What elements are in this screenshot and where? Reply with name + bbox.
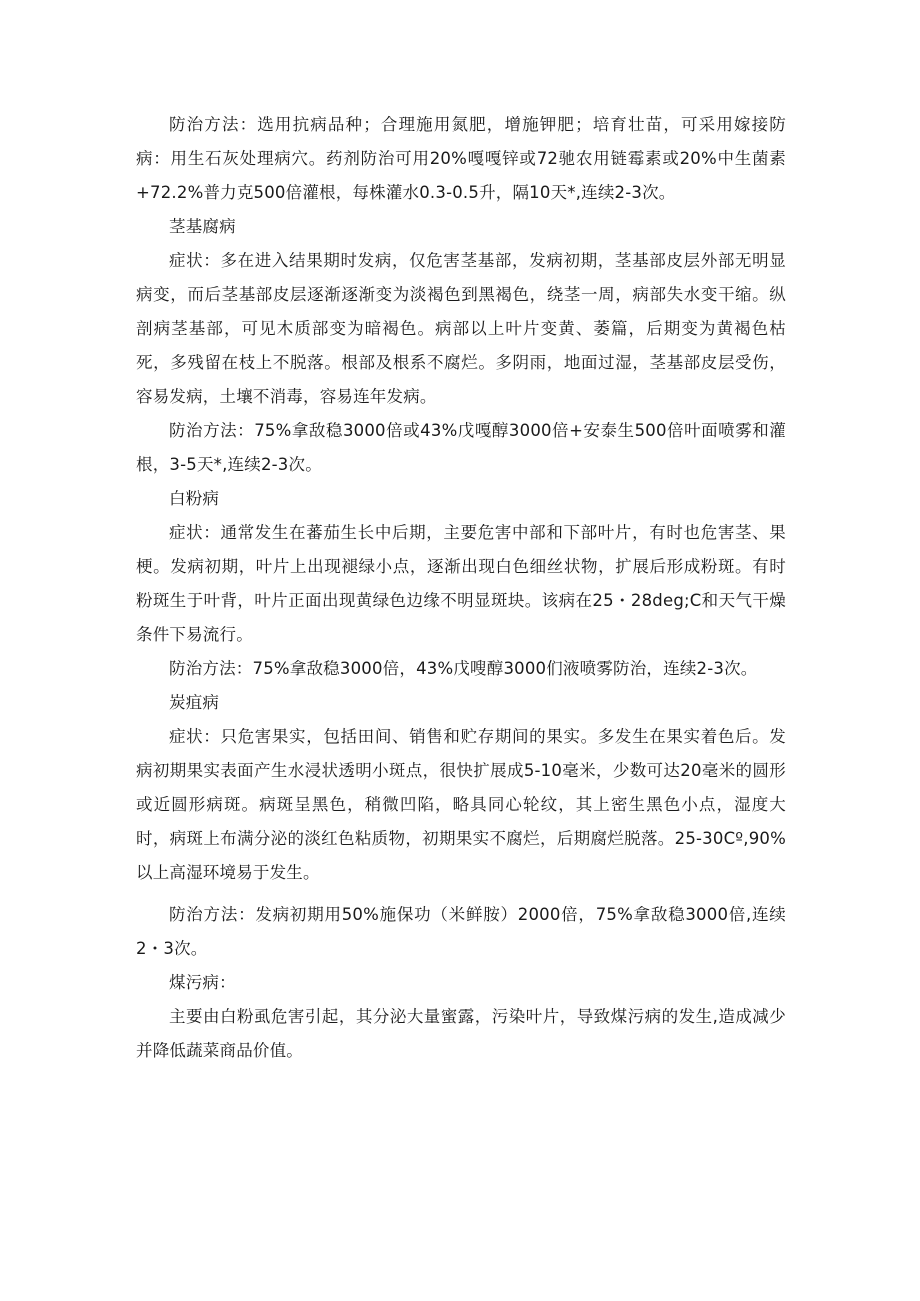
heading-anthracnose: 炭疽病 — [169, 693, 220, 712]
paragraph-anthracnose-symptoms: 症状：只危害果实，包括田间、销售和贮存期间的果实。多发生在果实着色后。发病初期果实表面产生水浸状透明小斑点，很快扩展成5-10毫米，少数可达20毫米的圆形或近圆形病斑。病斑呈黑色，稍微凹陷，略具同心轮纹，其上密生黑色小点，湿度大时，病斑上布满分泌的淡红色粘质物，初期果实不腐烂，后期腐烂脱落。25-30Cº,90%以上高湿环境易于发生。 — [136, 727, 786, 882]
document-body — [136, 108, 786, 1068]
paragraph-stem-rot-prevention: 防治方法：75%拿敌稳3000倍或43%戊嘎醇3000倍+安泰生500倍叶面喷雾和灌根，3-5天*,连续2-3次。 — [136, 421, 786, 474]
heading-sooty-mold: 煤污病： — [169, 973, 236, 992]
heading-powdery-mildew: 白粉病 — [169, 489, 220, 508]
paragraph-anthracnose-prevention: 防治方法：发病初期用50%施保功（米鲜胺）2000倍，75%拿敌稳3000倍,连续2・3次。 — [136, 905, 786, 958]
paragraph-sooty-mold-description: 主要由白粉虱危害引起，其分泌大量蜜露，污染叶片，导致煤污病的发生,造成减少并降低蔬菜商品价值。 — [136, 1007, 786, 1060]
heading-stem-rot: 茎基腐病 — [169, 217, 236, 236]
paragraph-powdery-mildew-prevention: 防治方法：75%拿敌稳3000倍，43%戊嗖醇3000们液喷雾防治，连续2-3次。 — [169, 659, 758, 678]
paragraph-prevention-intro: 防治方法：选用抗病品种；合理施用氮肥，增施钾肥；培育壮苗，可采用嫁接防病：用生石灰处理病穴。药剂防治可用20%嘎嘎锌或72驰农用链霉素或20%中生菌素+72.2%普力克500倍灌根，每株灌水0.3-0.5升，隔10天*,连续2-3次。 — [136, 115, 786, 202]
paragraph-stem-rot-symptoms: 症状：多在进入结果期时发病，仅危害茎基部，发病初期，茎基部皮层外部无明显病变，而后茎基部皮层逐渐逐渐变为淡褐色到黑褐色，绕茎一周，病部失水变干缩。纵剖病茎基部，可见木质部变为暗褐色。病部以上叶片变黄、萎篇，后期变为黄褐色枯死，多残留在枝上不脱落。根部及根系不腐烂。多阴雨，地面过湿，茎基部皮层受伤，容易发病，土壤不消毒，容易连年发病。 — [136, 251, 786, 406]
paragraph-powdery-mildew-symptoms: 症状：通常发生在蕃茄生长中后期，主要危害中部和下部叶片，有时也危害茎、果梗。发病初期，叶片上出现褪绿小点，逐渐出现白色细丝状物，扩展后形成粉斑。有时粉斑生于叶背，叶片正面出现黄绿色边缘不明显斑块。该病在25・28deg;C和天气干燥条件下易流行。 — [136, 523, 786, 644]
